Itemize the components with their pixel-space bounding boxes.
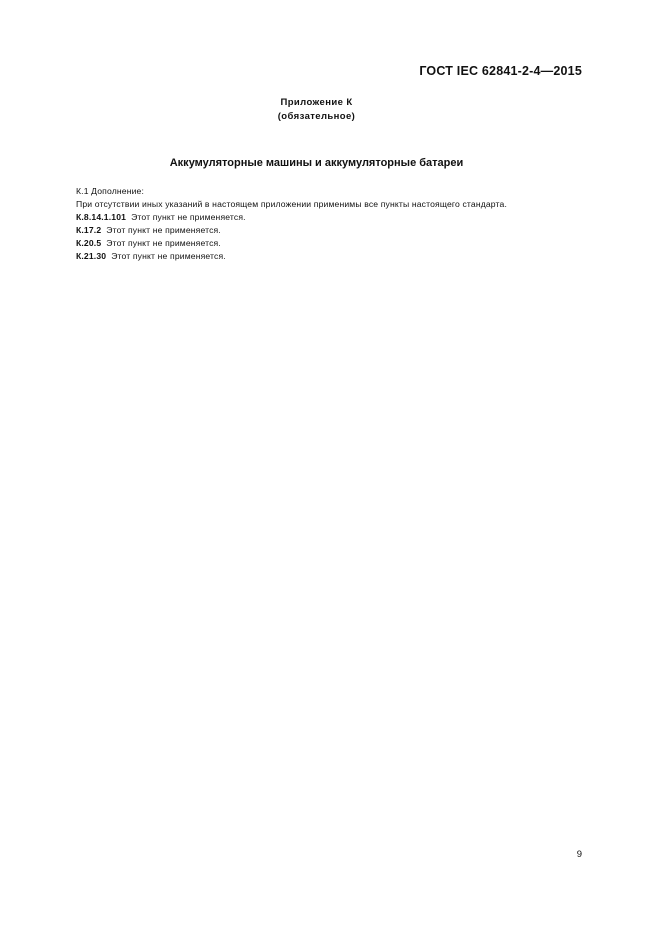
annex-label: Приложение К: [280, 97, 353, 108]
clause-line: [76, 224, 576, 237]
document-standard-id: ГОСТ IEC 62841-2-4—2015: [419, 64, 582, 78]
annex-body: [76, 185, 576, 264]
annex-status: (обязательное): [277, 111, 356, 122]
annex-heading: [0, 96, 633, 124]
clause-text: Этот пункт не применяется.: [111, 251, 226, 262]
clause-number: К.20.5: [76, 238, 102, 249]
annex-title: Аккумуляторные машины и аккумуляторные батареи: [169, 157, 464, 169]
clause-text: Этот пункт не применяется.: [131, 212, 246, 223]
page-number: 9: [576, 849, 582, 860]
clause-line: [76, 211, 576, 224]
clause-line: [76, 237, 576, 250]
section-intro: К.1 Дополнение:: [76, 186, 145, 196]
general-statement: При отсутствии иных указаний в настоящем приложении применимы все пункты настоящего стандарта.: [76, 199, 508, 210]
clause-number: К.17.2: [76, 225, 102, 236]
clause-number: К.21.30: [76, 251, 107, 262]
clause-line: [76, 250, 576, 263]
clause-number: К.8.14.1.101: [76, 212, 127, 223]
clause-text: Этот пункт не применяется.: [106, 225, 221, 236]
clause-text: Этот пункт не применяется.: [106, 238, 221, 249]
